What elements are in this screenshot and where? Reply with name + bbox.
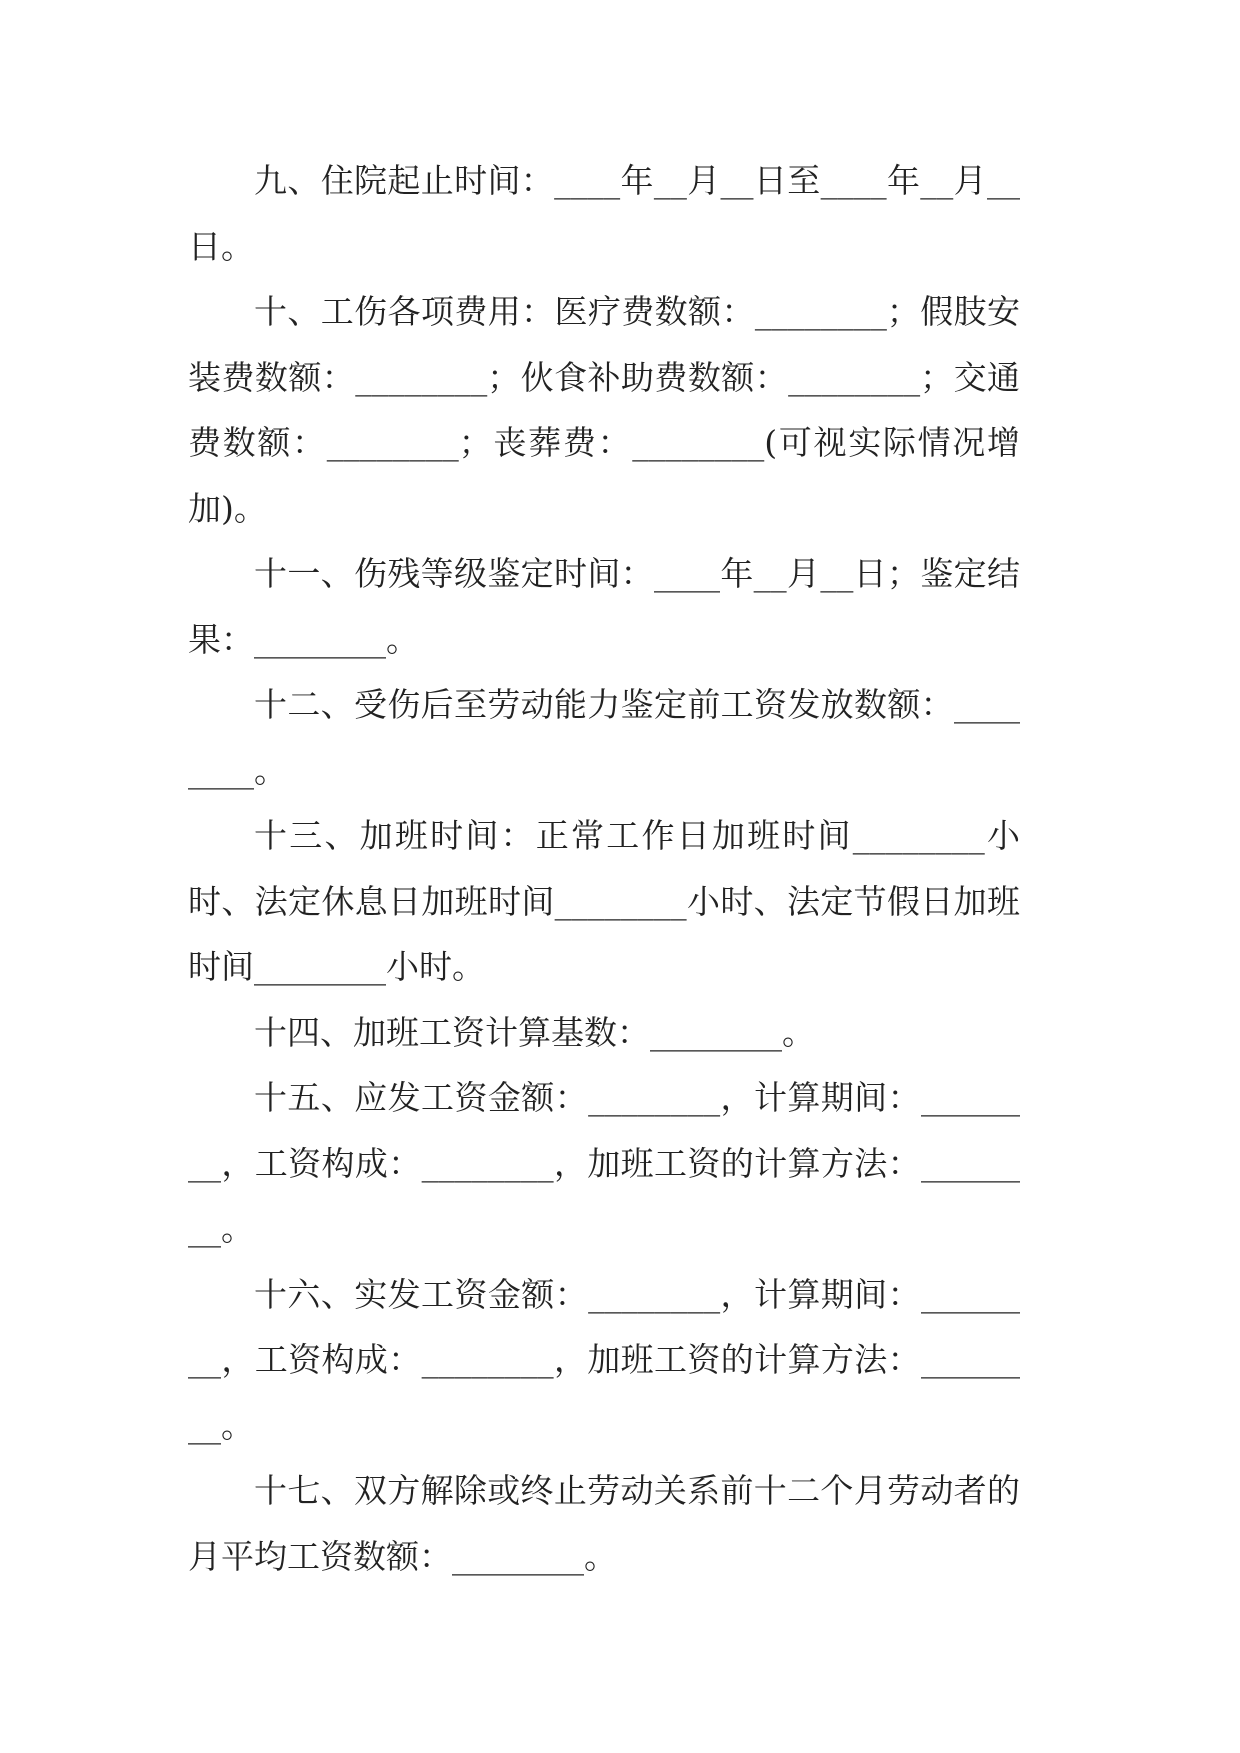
paragraph-11-disability-assessment: 十一、伤残等级鉴定时间：____年__月__日；鉴定结果：________。 (188, 554, 1020, 659)
paragraph-16-actual-wage: 十六、实发工资金额：________，计算期间：________，工资构成：________，加班工资的计算方法：________。 (188, 1274, 1020, 1445)
paragraph-14-overtime-wage-base: 十四、加班工资计算基数：________。 (254, 1012, 815, 1052)
paragraph-13-overtime-hours: 十三、加班时间：正常工作日加班时间________小时、法定休息日加班时间________小时、法定节假日加班时间________小时。 (188, 816, 1020, 986)
paragraph-9-hospital-period: 九、住院起止时间：____年__月__日至____年__月__日。 (188, 161, 1020, 266)
paragraph-15-payable-wage: 十五、应发工资金额：________，计算期间：________，工资构成：________，加班工资的计算方法：________。 (188, 1078, 1020, 1248)
document-page (188, 148, 1020, 1589)
paragraph-17-average-monthly-wage: 十七、双方解除或终止劳动关系前十二个月劳动者的月平均工资数额：________。 (188, 1471, 1020, 1576)
paragraph-10-injury-expenses: 十、工伤各项费用：医疗费数额：________；假肢安装费数额：________；伙食补助费数额：________；交通费数额：________；丧葬费：________(可视实际情况增加)。 (188, 292, 1020, 528)
paragraph-12-wage-before-assessment: 十二、受伤后至劳动能力鉴定前工资发放数额：________。 (188, 685, 1020, 790)
